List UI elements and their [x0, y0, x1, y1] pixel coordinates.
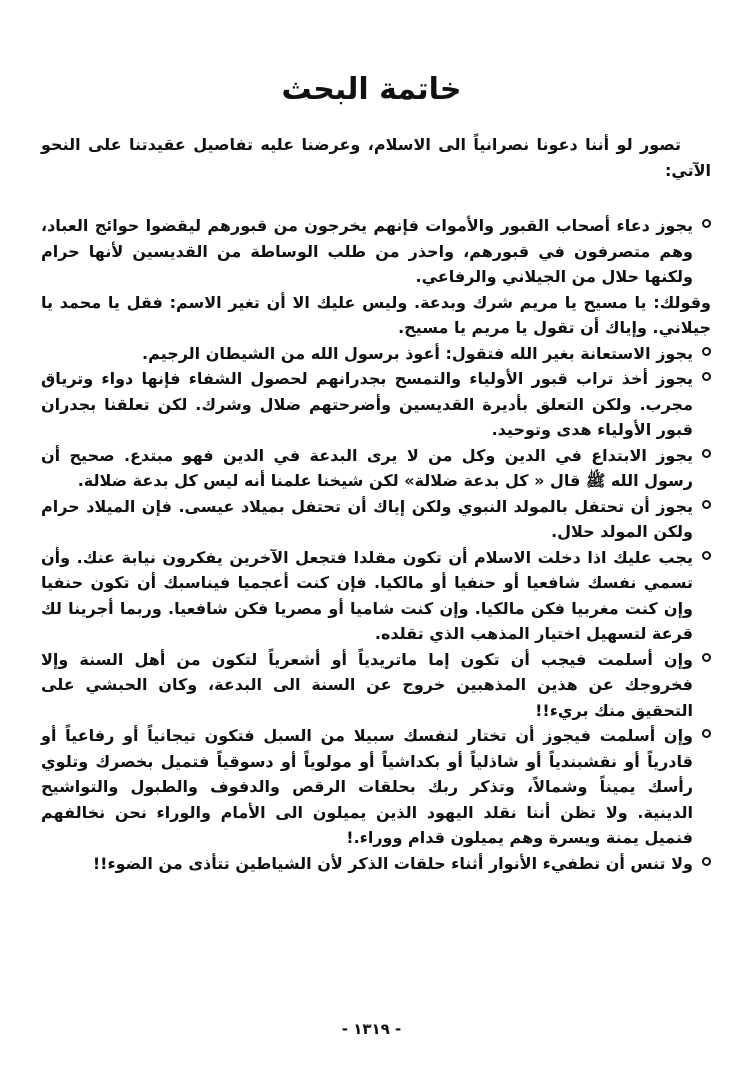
list-item: [41, 851, 711, 877]
circle-bullet-icon: [702, 729, 711, 738]
circle-bullet-icon: [702, 500, 711, 509]
list-item-text: يجوز أن تحتفل بالمولد النبوي ولكن إياك أن تحتفل بميلاد عيسى. فإن الميلاد حرام ولكن المولد حلال.: [41, 496, 693, 541]
page-title: خاتمة البحث: [281, 72, 462, 107]
circle-bullet-icon: [702, 347, 711, 356]
list-item: [41, 443, 711, 494]
list-item: [41, 290, 711, 341]
page-number: - ١٣١٩ -: [341, 1020, 402, 1038]
list-item-text: وإن أسلمت فيجب أن تكون إما ماتريدياً أو أشعرياً لتكون من أهل السنة وإلا فخروجك عن هذين المذهبين خروج عن السنة الى البدعة، وكان الحبشي على التحقيق منك بريء!!: [41, 649, 693, 720]
circle-bullet-icon: [702, 653, 711, 662]
circle-bullet-icon: [702, 449, 711, 458]
circle-bullet-icon: [702, 857, 711, 866]
list-item: [41, 494, 711, 545]
circle-bullet-icon: [702, 551, 711, 560]
list-item-text: يجوز أخذ تراب قبور الأولياء والتمسح بجدرانهم لحصول الشفاء فإنها دواء وترياق مجرب. ولكن التعلق بأديرة القديسين وأضرحتهم ضلال وشرك. لكن تعلقنا بجدران قبور الأولياء هدى وتوحيد.: [41, 369, 693, 439]
list-item: [41, 723, 711, 851]
list-item-text: يجوز الاستعانة بغير الله فتقول: أعوذ برسول الله من الشيطان الرجيم.: [142, 343, 693, 363]
list-item: [41, 341, 711, 367]
list-item-text: ولا تنس أن تطفيء الأنوار أثناء حلقات الذكر لأن الشياطين تتأذى من الضوء!!: [92, 853, 693, 873]
main-text: [41, 132, 711, 876]
list-item-text: يجب عليك اذا دخلت الاسلام أن تكون مقلدا فتجعل الآخرين يفكرون نيابة عنك. وأن تسمي نفسك شافعيا أو حنفيا أو مالكيا. فإن كنت أعجميا فيناسبك أن تكون حنفيا وإن كنت مغربيا فكن مالكيا. وإن كنت شاميا أو مصريا فكن شافعيا. وربما أجرينا لك قرعة لتسهيل اختيار المذهب الذي تقلده.: [41, 547, 693, 643]
list-item: [41, 366, 711, 443]
list-item-text: يجوز دعاء أصحاب القبور والأموات فإنهم يخرجون من قبورهم ليقضوا حوائج العباد، وهم متصرفون في قبورهم، واحذر من طلب الوساطة من القديسين لأنها حرام ولكنها حلال من الجيلاني والرفاعي.: [41, 216, 693, 286]
list-item: [41, 213, 711, 290]
intro-paragraph: تصور لو أننا دعونا نصرانياً الى الاسلام، وعرضنا عليه تفاصيل عقيدتنا على النحو الآتي:: [41, 135, 711, 180]
list-item-text: يجوز الابتداع في الدين وكل من لا يرى البدعة في الدين فهو مبتدع. صحيح أن رسول الله ﷺ قال « كل بدعة ضلالة» لكن شيخنا علمنا أنه ليس كل بدعة ضلالة.: [41, 445, 693, 490]
list-item-text: وقولك: يا مسيح يا مريم شرك وبدعة. وليس عليك الا أن تغير الاسم: فقل يا محمد يا جيلاني. وإياك أن تقول يا مريم يا مسيح.: [41, 292, 711, 337]
circle-bullet-icon: [702, 219, 711, 228]
list-item-text: وإن أسلمت فيجوز أن تختار لنفسك سبيلا من السبل فتكون تيجانياً أو رفاعياً أو قادرياً أو نقشبندياً أو شاذلياً أو بكداشياً أو مولوياً أو دسوقياً فتميل بخصرك وتلوي رأسك يميناً وشمالاً، وتذكر ربك بحلقات الرقص والدفوف والطبول والتواشيح الدينية. ولا تظن أننا نقلد اليهود الذين يميلون الى الأمام والوراء نحن نخالفهم فنميل يمنة ويسرة وهم يميلون قدام ووراء.!: [41, 726, 693, 847]
list-item: [41, 647, 711, 724]
circle-bullet-icon: [702, 372, 711, 381]
list-item: [41, 545, 711, 647]
item-list: [41, 213, 711, 876]
